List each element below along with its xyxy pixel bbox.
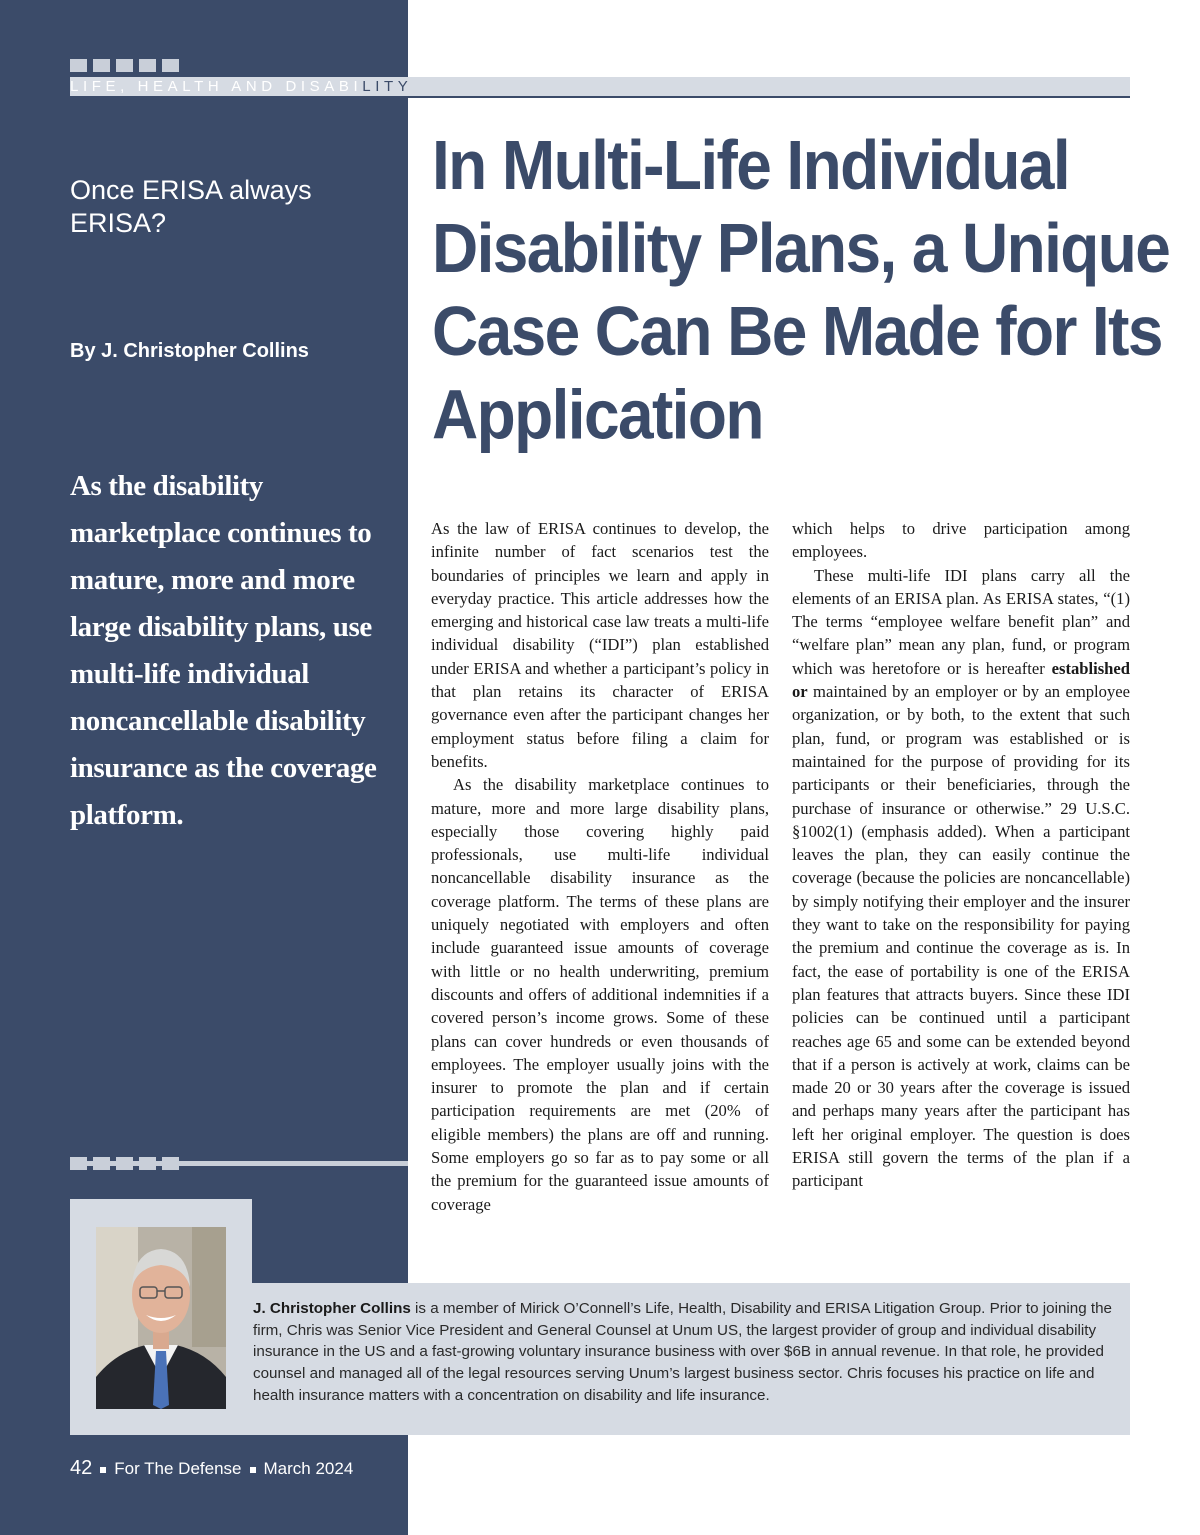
paragraph: As the disability marketplace continues to mature, more and more large disability plans, especially those covering highly paid professionals, use multi-life individual noncancellable disability insurance as the coverage platform. The terms of these plans are uniquely negotiated with employers and often include guaranteed issue amounts of coverage with little or no health underwriting, premium discounts and offers of additional indemnities if a covered person’s income grows. Some of these plans can cover hundreds or even thousands of employees. The employer usually joins with the insurer to promote the plan and if certain participation requirements are met (20% of eligible members) the plans are off and running. Some employers go so far as to pay some or all the premium for the guaranteed issue amounts of coverage [431,775,769,1214]
issue-date: March 2024 [263,1459,354,1478]
byline: By J. Christopher Collins [70,340,309,362]
divider [70,1161,408,1166]
article-tagline: Once ERISA always ERISA? [70,175,312,238]
publication-name: For The Defense [114,1459,242,1478]
paragraph: These multi-life IDI plans carry all the elements of an ERISA plan. As ERISA states, “(1) The terms “employee welfare benefit plan” and “welfare plan” mean any plan, fund, or program which was heretofore or is hereafter established or maintained by an employer or by an employee organization, or by both, to the extent that such plan, fund, or program was established or is maintained for the purpose of providing for its participants or their beneficiaries, through the purchase of insurance or otherwise.” 29 U.S.C. §1002(1) (emphasis added). When a participant leaves the plan, they can easily continue the coverage (because the policies are noncancellable) by simply notifying their employer and the insurer they want to take on the responsibility for paying the premium and continue the coverage as is. In fact, the ease of portability is one of the ERISA plan features that attracts buyers. Since these IDI policies can be continued until a participant reaches age 65 and some can be extended beyond that if a person is actively at work, claims can be made 20 or 30 years after the coverage is issued and perhaps many years after the participant has left her original employer. The question is does ERISA still govern the terms of the plan if a participant [792,565,1130,1191]
emphasis-text: established or [792,658,1130,702]
section-label: LIFE, HEALTH AND DISABILITY [70,78,413,95]
paragraph: As the law of ERISA continues to develop, the infinite number of fact scenarios test the boundaries of principles we learn and apply in everyday practice. This article addresses how the emerging and historical case law treats a multi-life individual disability (“IDI”) plan established under ERISA and whether a participant’s policy in that plan retains its character of ERISA governance even after the participant changes her employment status before filing a claim for benefits. [431,519,769,771]
article-column-2 [792,517,1130,1193]
page-title: In Multi-Life Individual Disability Plans, a Unique Case Can Be Made for Its Application [432,126,1170,454]
page-footer [70,1455,353,1481]
bullet-icon [250,1467,256,1473]
author-photo [96,1227,226,1409]
author-bio: J. Christopher Collins is a member of Mirick O’Connell’s Life, Health, Disability and ERISA Litigation Group. Prior to joining the firm, Chris was Senior Vice President and General Counsel at Unum US, the largest provider of group and individual disability insurance in the US and a fast-growing voluntary insurance business with over $6B in annual revenue. In that role, he provided counsel and managed all of the legal resources serving Unum’s largest business sector. Chris focuses his practice on life and health insurance matters with a concentration on disability and life insurance. [253,1300,1113,1404]
decorative-squares-top [70,59,179,72]
pull-quote: As the disability marketplace continues to mature, more and more large disability plans, use multi-life individual noncancellable disability insurance as the coverage platform. [70,470,377,831]
page-number: 42 [70,1457,93,1479]
article-column-1 [431,517,769,1216]
bullet-icon [100,1467,106,1473]
paragraph: which helps to drive participation among employees. [792,519,1130,562]
author-name: J. Christopher Collins [253,1300,411,1317]
